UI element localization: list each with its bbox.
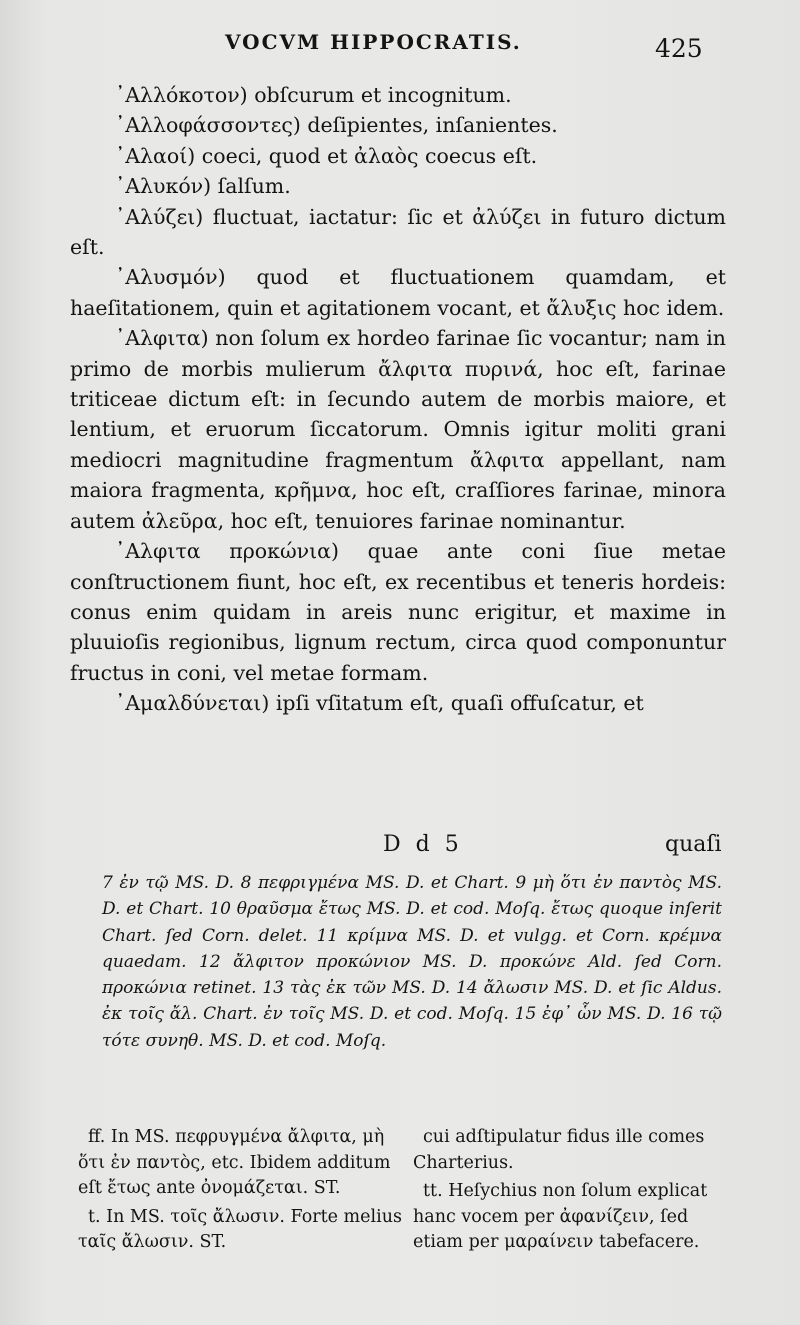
main-text [70,80,726,719]
entry: ᾿Αλύζει) fluctuat, iactatur: ſic et ἀλύζει in futuro dictum eſt. [70,204,726,260]
commentary-note: t. In MS. τοῖς ἄλωσιν. Forte melius ταῖς ἄλωσιν. ST. [78,1206,402,1253]
commentary-note: cui adſtipulatur fidus ille comes Charterius. [413,1127,705,1173]
signature-mark: D d 5 [383,832,463,857]
entry: ᾿Αλφιτα προκώνια) quae ante coni ſiue metae conſtructionem fiunt, hoc eſt, ex recentibus et teneris hordeis: conus enim quidam in areis nunc erigitur, et maxime in pluuioſis regionibus, lignum rectum, circa quod componuntur fructus in coni, vel metae formam. [70,539,726,685]
commentary-right-column [413,1125,739,1259]
footnotes: 7 ἐν τῷ MS. D. 8 πεφριγμένα MS. D. et Chart. 9 μὴ ὅτι ἐν παντὸς MS. D. et Chart. 10 θραῦσμα ἔτως MS. D. et cod. Moſq. ἔτως quoque inſerit Chart. ſed Corn. delet. 11 κρίμνα MS. D. et vulgg. et Corn. κρέμνα quaedam. 12 ἄλφιτον προκώνιον MS. D. προκώνε Ald. ſed Corn. προκώνια retinet. 13 τὰς ἐκ τῶν MS. D. 14 ἄλωσιν MS. D. et ſic Aldus. ἐκ τοῖς ἄλ. Chart. ἐν τοῖς MS. D. et cod. Moſq. 15 ἐφ᾽ ὧν MS. D. 16 τῷ τότε συνηθ. MS. D. et cod. Moſq. [102,873,722,1051]
commentary-note: ff. In MS. πεφρυγμένα ἄλφιτα, μὴ ὅτι ἐν παντὸς, etc. Ibidem additum eſt ἔτως ante ὀνομάζεται. ST. [78,1127,391,1199]
entry: ᾿Αλαοί) coeci, quod et ἀλαὸς coecus eſt. [115,143,538,168]
entry: ᾿Αλυσμόν) quod et fluctuationem quamdam, et haeſitationem, quin et agitationem vocant, et ἄλυξις hoc idem. [70,265,726,320]
entry: ᾿Αλλόκοτον) obſcurum et incognitum. [115,83,512,107]
entry: ᾿Αμαλδύνεται) ipſi vſitatum eſt, quaſi offuſcatur, et [115,691,644,716]
commentary-note: tt. Heſychius non ſolum explicat hanc vocem per ἀφανίζειν, ſed etiam per μαραίνειν tabefacere. [413,1181,708,1253]
entry: ᾿Αλλοφάσσοντες) deſipientes, inſanientes. [115,113,558,138]
catchword: quaſi [665,832,722,857]
entry: ᾿Αλυκόν) ſalſum. [115,174,291,199]
running-head: VOCVM HIPPOCRATIS. [225,30,522,54]
commentary-left-column [78,1125,404,1259]
entry: ᾿Αλφιτα) non ſolum ex hordeo farinae ſic vocantur; nam in primo de morbis mulierum ἄλφιτα πυρινά, hoc eſt, farinae triticeae dictum eſt: in ſecundo autem de morbis maiore, et lentium, et eruorum ſiccatorum. Omnis igitur moliti grani mediocri magnitudine fragmentum ἄλφιτα appellant, nam maiora fragmenta, κρῆμνα, hoc eſt, craſſiores farinae, minora autem ἀλεῦρα, hoc eſt, tenuiores farinae nominantur. [70,326,726,533]
page-number: 425 [655,34,703,63]
